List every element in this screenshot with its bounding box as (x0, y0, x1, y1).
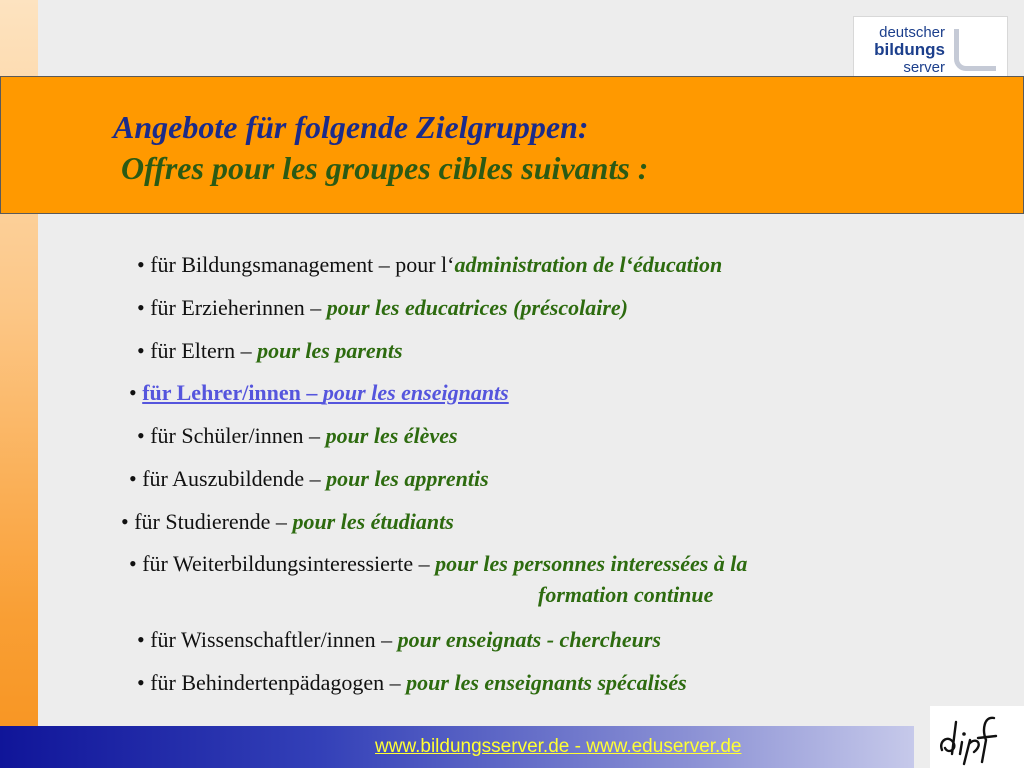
logo-line-2: bildungs (874, 40, 945, 59)
bullet: • (129, 466, 137, 491)
item-french: pour les étudiants (292, 509, 454, 534)
item-french-continuation: formation continue (538, 582, 714, 607)
list-item-weiterbildung (129, 551, 747, 577)
item-french: pour enseignats - chercheurs (397, 627, 661, 652)
item-french: pour les educatrices (préscolaire) (326, 295, 628, 320)
item-french: pour les apprentis (326, 466, 489, 491)
item-german: für Weiterbildungsinteressierte – (142, 551, 436, 576)
bildungsserver-logo[interactable] (853, 16, 1008, 78)
item-german: für Wissenschaftler/innen – (150, 627, 398, 652)
footer-separator: - (569, 736, 587, 757)
item-german: für Eltern – (150, 338, 258, 363)
dipf-logo-icon (936, 710, 1020, 766)
list-item-auszubildende (129, 466, 489, 492)
bullet: • (137, 423, 145, 448)
item-french: administration de l‘éducation (454, 252, 723, 277)
bullet: • (121, 509, 129, 534)
item-german: für Schüler/innen – (150, 423, 326, 448)
title-german: Angebote für folgende Zielgruppen: (113, 109, 589, 145)
item-french: pour les parents (257, 338, 403, 363)
logo-line-1: deutscher (879, 24, 945, 41)
bullet: • (137, 627, 145, 652)
list-item-behindertenpaedagogen (137, 670, 687, 696)
list-item-erzieherinnen (137, 295, 628, 321)
logo-bracket-icon (954, 29, 996, 71)
item-french: pour les personnes interessées à la (435, 551, 748, 576)
bullet: • (137, 252, 145, 277)
item-french: pour les élèves (325, 423, 458, 448)
item-german: für Bildungsmanagement – pour l‘ (150, 252, 455, 277)
lehrer-link[interactable] (142, 380, 509, 405)
list-item-eltern (137, 338, 403, 364)
footer-links (375, 736, 741, 758)
bullet: • (137, 295, 145, 320)
logo-line-3: server (903, 59, 945, 76)
item-german: für Auszubildende – (142, 466, 327, 491)
list-item-schueler (137, 423, 458, 449)
bullet: • (137, 670, 145, 695)
bildungsserver-link[interactable]: www.bildungsserver.de (375, 736, 570, 757)
bullet: • (129, 551, 137, 576)
item-german: für Lehrer/innen – (142, 380, 323, 405)
item-german: für Erzieherinnen – (150, 295, 327, 320)
eduserver-link[interactable]: www.eduserver.de (586, 736, 742, 757)
dipf-logo (930, 706, 1024, 768)
list-item-lehrer (129, 380, 509, 406)
item-german: für Behindertenpädagogen – (150, 670, 407, 695)
item-french: pour les enseignants (322, 380, 509, 405)
item-german: für Studierende – (134, 509, 293, 534)
list-item-bildungsmanagement (137, 252, 722, 278)
list-item-wissenschaftler (137, 627, 661, 653)
bullet: • (129, 380, 137, 405)
item-french: pour les enseignants spécalisés (406, 670, 687, 695)
list-item-studierende (121, 509, 454, 535)
bullet: • (137, 338, 145, 363)
title-french: Offres pour les groupes cibles suivants : (121, 150, 649, 186)
